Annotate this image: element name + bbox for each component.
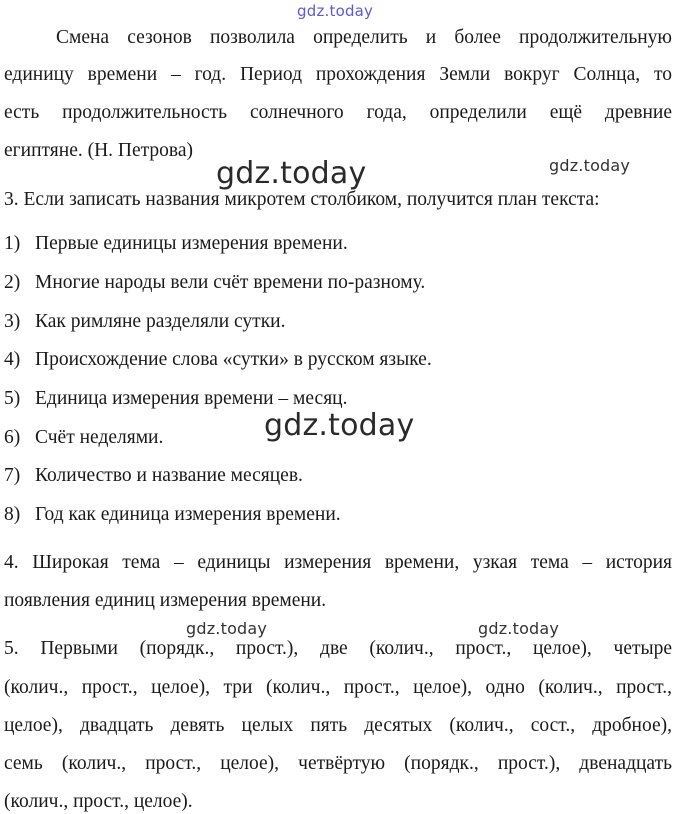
plan-item-number: 5) bbox=[4, 388, 21, 409]
plan-item-text: Единица измерения времени – месяц. bbox=[35, 388, 348, 409]
plan-item-text: Первые единицы измерения времени. bbox=[35, 233, 348, 254]
task5-line-2: (колич., прост., целое), три (колич., прост., целое), одно (колич., прост., bbox=[4, 677, 672, 698]
task3-lead: 3. Если записать названия микротем столбиком, получится план текста: bbox=[4, 189, 600, 210]
plan-item-4 bbox=[4, 348, 432, 372]
task4-line-2: появления единиц измерения времени. bbox=[4, 590, 327, 611]
watermark-large-1: gdz.today bbox=[216, 156, 367, 191]
task5-line-3: целое), двадцать девять целых пять десятых (колич., сост., дробное), bbox=[4, 715, 672, 736]
plan-item-text: Как римляне разделяли сутки. bbox=[35, 311, 286, 332]
plan-item-number: 4) bbox=[4, 349, 21, 370]
intro-line-1: Смена сезонов позволила определить и более продолжительную bbox=[56, 27, 672, 48]
plan-item-text: Год как единица измерения времени. bbox=[35, 504, 341, 525]
plan-item-number: 1) bbox=[4, 233, 21, 254]
plan-item-text: Многие народы вели счёт времени по-разному. bbox=[35, 272, 426, 293]
task5-line-4: семь (колич., прост., целое), четвёртую (порядк., прост.), двенадцать bbox=[4, 753, 672, 774]
watermark-small-2: gdz.today bbox=[186, 619, 268, 638]
plan-item-6 bbox=[4, 426, 163, 450]
plan-item-text: Количество и название месяцев. bbox=[35, 465, 303, 486]
plan-item-7 bbox=[4, 464, 303, 488]
watermark-large-2: gdz.today bbox=[264, 408, 415, 443]
plan-item-1 bbox=[4, 232, 348, 256]
plan-item-text: Счёт неделями. bbox=[35, 427, 164, 448]
intro-line-2: единицу времени – год. Период прохождения Земли вокруг Солнца, то bbox=[4, 64, 672, 85]
task5-line-1: 5. Первыми (порядк., прост.), две (колич., прост., целое), четыре bbox=[4, 638, 672, 659]
watermark-small-1: gdz.today bbox=[549, 156, 631, 175]
intro-line-4: египтяне. (Н. Петрова) bbox=[4, 140, 194, 161]
watermark-top: gdz.today bbox=[297, 2, 374, 20]
plan-item-number: 6) bbox=[4, 427, 21, 448]
plan-item-number: 3) bbox=[4, 311, 21, 332]
plan-item-text: Происхождение слова «сутки» в русском языке. bbox=[35, 349, 432, 370]
plan-item-number: 2) bbox=[4, 272, 21, 293]
intro-line-3: есть продолжительность солнечного года, определили ещё древние bbox=[4, 102, 672, 123]
plan-item-3 bbox=[4, 310, 285, 334]
plan-item-number: 8) bbox=[4, 504, 21, 525]
plan-item-number: 7) bbox=[4, 465, 21, 486]
task4-line-1: 4. Широкая тема – единицы измерения времени, узкая тема – история bbox=[4, 552, 672, 573]
plan-item-2 bbox=[4, 271, 425, 295]
plan-item-8 bbox=[4, 503, 341, 527]
watermark-small-3: gdz.today bbox=[478, 619, 560, 638]
task5-line-5: (колич., прост., целое). bbox=[4, 791, 193, 812]
